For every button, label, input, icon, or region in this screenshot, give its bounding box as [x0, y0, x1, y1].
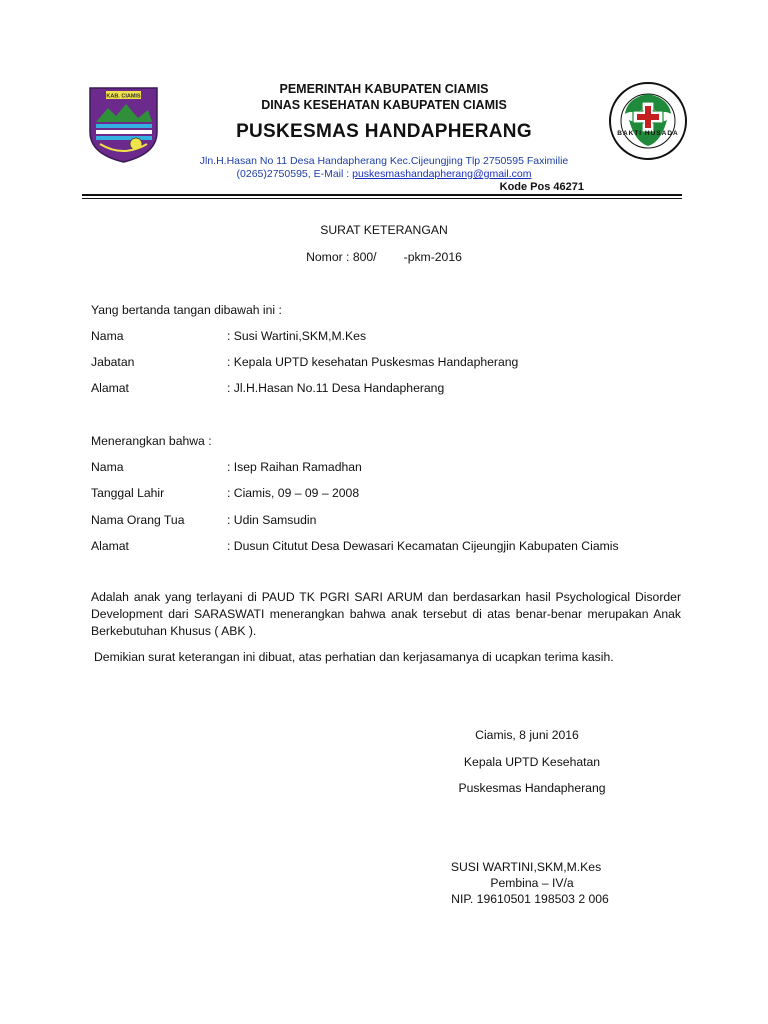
header-institution-title: PUSKESMAS HANDAPHERANG — [236, 121, 532, 142]
subject-parent-value: : Udin Samsudin — [227, 513, 317, 527]
header-government-line: PEMERINTAH KABUPATEN CIAMIS — [279, 82, 489, 96]
svg-text:KAB. CIAMIS: KAB. CIAMIS — [106, 93, 141, 100]
signature-nip: NIP. 19610501 198503 2 006 — [451, 892, 609, 906]
letter-number: Nomor : 800/ -pkm-2016 — [306, 250, 462, 264]
subject-name-value: : Isep Raihan Ramadhan — [227, 460, 362, 474]
subject-address-label: Alamat — [91, 539, 129, 553]
signature-place-date: Ciamis, 8 juni 2016 — [475, 728, 579, 742]
signature-name: SUSI WARTINI,SKM,M.Kes — [450, 860, 602, 874]
header-contact-line — [0, 168, 768, 180]
header-department-line: DINAS KESEHATAN KABUPATEN CIAMIS — [261, 98, 507, 112]
signature-position-line2: Puskesmas Handapherang — [458, 781, 606, 795]
intro-text: Yang bertanda tangan dibawah ini : — [91, 303, 282, 317]
body-paragraph-closing: Demikian surat keterangan ini dibuat, atas perhatian dan kerjasamanya di ucapkan terima kasih. — [94, 650, 614, 664]
signer-position-label: Jabatan — [91, 355, 135, 369]
signature-position-line1: Kepala UPTD Kesehatan — [463, 755, 601, 769]
bakti-husada-label: BAKTI HUSADA — [617, 130, 679, 137]
header-address-line: Jln.H.Hasan No 11 Desa Handapherang Kec.Cijeungjing Tlp 2750595 Faximilie — [199, 155, 569, 167]
signer-name-label: Nama — [91, 329, 124, 343]
subject-parent-label: Nama Orang Tua — [91, 513, 185, 527]
subject-address-value: : Dusun Citutut Desa Dewasari Kecamatan Cijeungjin Kabupaten Ciamis — [227, 539, 619, 553]
subject-birth-value: : Ciamis, 09 – 09 – 2008 — [227, 486, 360, 500]
letter-heading: SURAT KETERANGAN — [320, 223, 448, 237]
signer-name-value: : Susi Wartini,SKM,M.Kes — [227, 329, 367, 343]
body-paragraph-statement: Adalah anak yang terlayani di PAUD TK PGRI SARI ARUM dan berdasarkan hasil Psychological Disorder Development dari SARASWATI menerangkan bahwa anak tersebut di atas benar-benar merupakan Anak Berkebutuhan Khusus ( ABK ). — [91, 590, 681, 638]
explains-text: Menerangkan bahwa : — [91, 434, 212, 448]
header-divider-thick — [82, 194, 682, 196]
header-postal-code: Kode Pos 46271 — [499, 181, 584, 193]
subject-birth-label: Tanggal Lahir — [91, 486, 165, 500]
signature-rank: Pembina – IV/a — [490, 876, 574, 890]
header-fax-text: (0265)2750595, E-Mail : — [236, 168, 353, 180]
subject-name-label: Nama — [91, 460, 124, 474]
signer-address-label: Alamat — [91, 381, 129, 395]
signer-position-value: : Kepala UPTD kesehatan Puskesmas Handapherang — [227, 355, 519, 369]
header-divider-thin — [82, 198, 682, 199]
header-email-link[interactable]: puskesmashandapherang@gmail.com — [352, 168, 532, 180]
signer-address-value: : Jl.H.Hasan No.11 Desa Handapherang — [227, 381, 445, 395]
